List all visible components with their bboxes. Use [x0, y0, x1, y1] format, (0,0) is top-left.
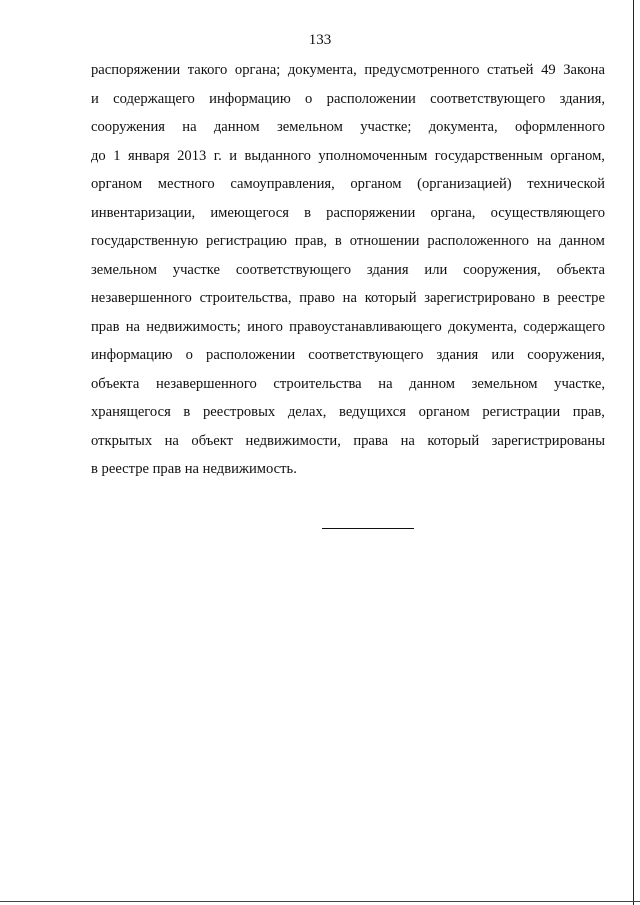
word: или	[424, 261, 448, 278]
word: строительства	[273, 375, 362, 392]
word: Закона	[563, 62, 605, 78]
word: реестре	[557, 290, 605, 306]
word: в	[334, 233, 342, 249]
word: выданного	[244, 147, 311, 164]
word: незавершенного	[155, 375, 257, 392]
text-line	[91, 227, 605, 256]
word: правоустанавливающего	[289, 318, 442, 335]
word: соответствующего	[308, 347, 424, 363]
word: на	[182, 119, 197, 135]
word: недвижимости,	[245, 432, 341, 449]
page-number: 133	[308, 32, 332, 48]
word: органом	[91, 176, 143, 192]
word: технической	[527, 176, 605, 192]
text-line	[91, 142, 605, 171]
word: органом	[418, 404, 470, 420]
text-line	[91, 427, 605, 456]
scan-edge-bottom	[0, 901, 640, 902]
word: содержащего	[523, 318, 605, 335]
word: на	[378, 375, 393, 392]
word: сооружения	[91, 119, 165, 135]
word: на	[125, 318, 141, 335]
word: статьей	[487, 62, 534, 78]
word: имеющегося	[210, 204, 289, 221]
word: земельном	[91, 261, 157, 278]
word: о	[305, 90, 313, 107]
word: о	[185, 347, 193, 363]
word: распоряжении	[91, 62, 181, 78]
word: или	[491, 347, 515, 363]
word: объекта	[556, 261, 605, 278]
word: сооружения,	[463, 261, 541, 278]
word: государственную	[91, 233, 199, 249]
word: реестровых	[202, 404, 276, 420]
word: объект	[191, 432, 234, 449]
word: который	[364, 290, 417, 306]
word: прав	[91, 318, 120, 335]
word: в	[304, 204, 311, 221]
word: содержащего	[113, 90, 195, 107]
word: хранящегося	[91, 404, 171, 420]
body-paragraph	[91, 56, 605, 484]
word: иного	[247, 318, 283, 335]
text-line	[91, 199, 605, 228]
word: государственным	[434, 147, 543, 164]
word: зарегистрировано	[424, 290, 536, 306]
word: 1	[113, 147, 121, 164]
scan-edge-right	[633, 0, 634, 905]
word: прав,	[572, 404, 605, 420]
word: самоуправления,	[230, 176, 335, 192]
word: данном	[213, 119, 260, 135]
word: объекта	[91, 375, 140, 392]
word: органом	[350, 176, 402, 192]
word: инвентаризации,	[91, 204, 196, 221]
word: 49	[541, 62, 556, 78]
word: земельном	[471, 375, 538, 392]
text-line	[91, 85, 605, 114]
text-line	[91, 313, 605, 342]
word: документа,	[428, 119, 498, 135]
word: земельном	[276, 119, 343, 135]
word: на	[342, 290, 357, 306]
word: участке	[172, 261, 220, 278]
word: осуществляющего	[490, 204, 605, 221]
word: здания	[436, 347, 479, 363]
word: здания	[366, 261, 409, 278]
word: прав,	[294, 233, 327, 249]
text-line	[91, 284, 605, 313]
word: на	[536, 233, 552, 249]
end-separator-line	[322, 528, 414, 529]
word: расположении	[326, 90, 416, 107]
word: органа;	[234, 62, 281, 78]
text-line	[91, 398, 605, 427]
word: регистрации	[482, 404, 561, 420]
word: на	[400, 432, 415, 449]
word: такого	[187, 62, 228, 78]
text-line	[91, 113, 605, 142]
word: право	[299, 290, 335, 306]
word: данном	[409, 375, 455, 392]
word: органом,	[550, 147, 605, 164]
text-line	[91, 170, 605, 199]
text-line	[91, 256, 605, 285]
word: участке,	[554, 375, 605, 392]
word: января	[127, 147, 170, 164]
word: уполномоченным	[318, 147, 428, 164]
word: зарегистрированы	[491, 432, 605, 449]
word: предусмотренного	[364, 62, 480, 78]
word: (организацией)	[417, 176, 512, 192]
word: органа,	[430, 204, 476, 221]
word: информацию	[91, 347, 173, 363]
text-line	[91, 56, 605, 85]
word: и	[229, 147, 238, 164]
text-line	[91, 341, 605, 370]
word: в	[183, 404, 191, 420]
word: местного	[157, 176, 215, 192]
word: данном	[559, 233, 605, 249]
word: открытых	[91, 432, 153, 449]
word: расположенного	[427, 233, 529, 249]
word: документа,	[287, 62, 357, 78]
word: здания,	[559, 90, 605, 107]
word: отношении	[349, 233, 420, 249]
word: г.	[213, 147, 222, 164]
word: информацию	[209, 90, 291, 107]
word: распоряжении	[326, 204, 416, 221]
word: 2013	[177, 147, 207, 164]
text-line	[91, 370, 605, 399]
word: документа,	[448, 318, 518, 335]
word: оформленного	[514, 119, 605, 135]
word: строительства,	[199, 290, 292, 306]
word: ведущихся	[339, 404, 406, 420]
word: права	[353, 432, 389, 449]
word: недвижимость;	[146, 318, 241, 335]
word: в	[542, 290, 550, 306]
word: делах,	[287, 404, 327, 420]
word: регистрацию	[206, 233, 287, 249]
word: соответствующего	[235, 261, 351, 278]
word: и	[91, 90, 99, 107]
word: участке;	[360, 119, 412, 135]
word: который	[427, 432, 480, 449]
word: соответствующего	[430, 90, 546, 107]
word: на	[164, 432, 179, 449]
word: до	[91, 147, 106, 164]
word: незавершенного	[91, 290, 192, 306]
word: расположении	[206, 347, 296, 363]
word: сооружения,	[527, 347, 605, 363]
text-line: в реестре прав на недвижимость.	[91, 461, 297, 477]
